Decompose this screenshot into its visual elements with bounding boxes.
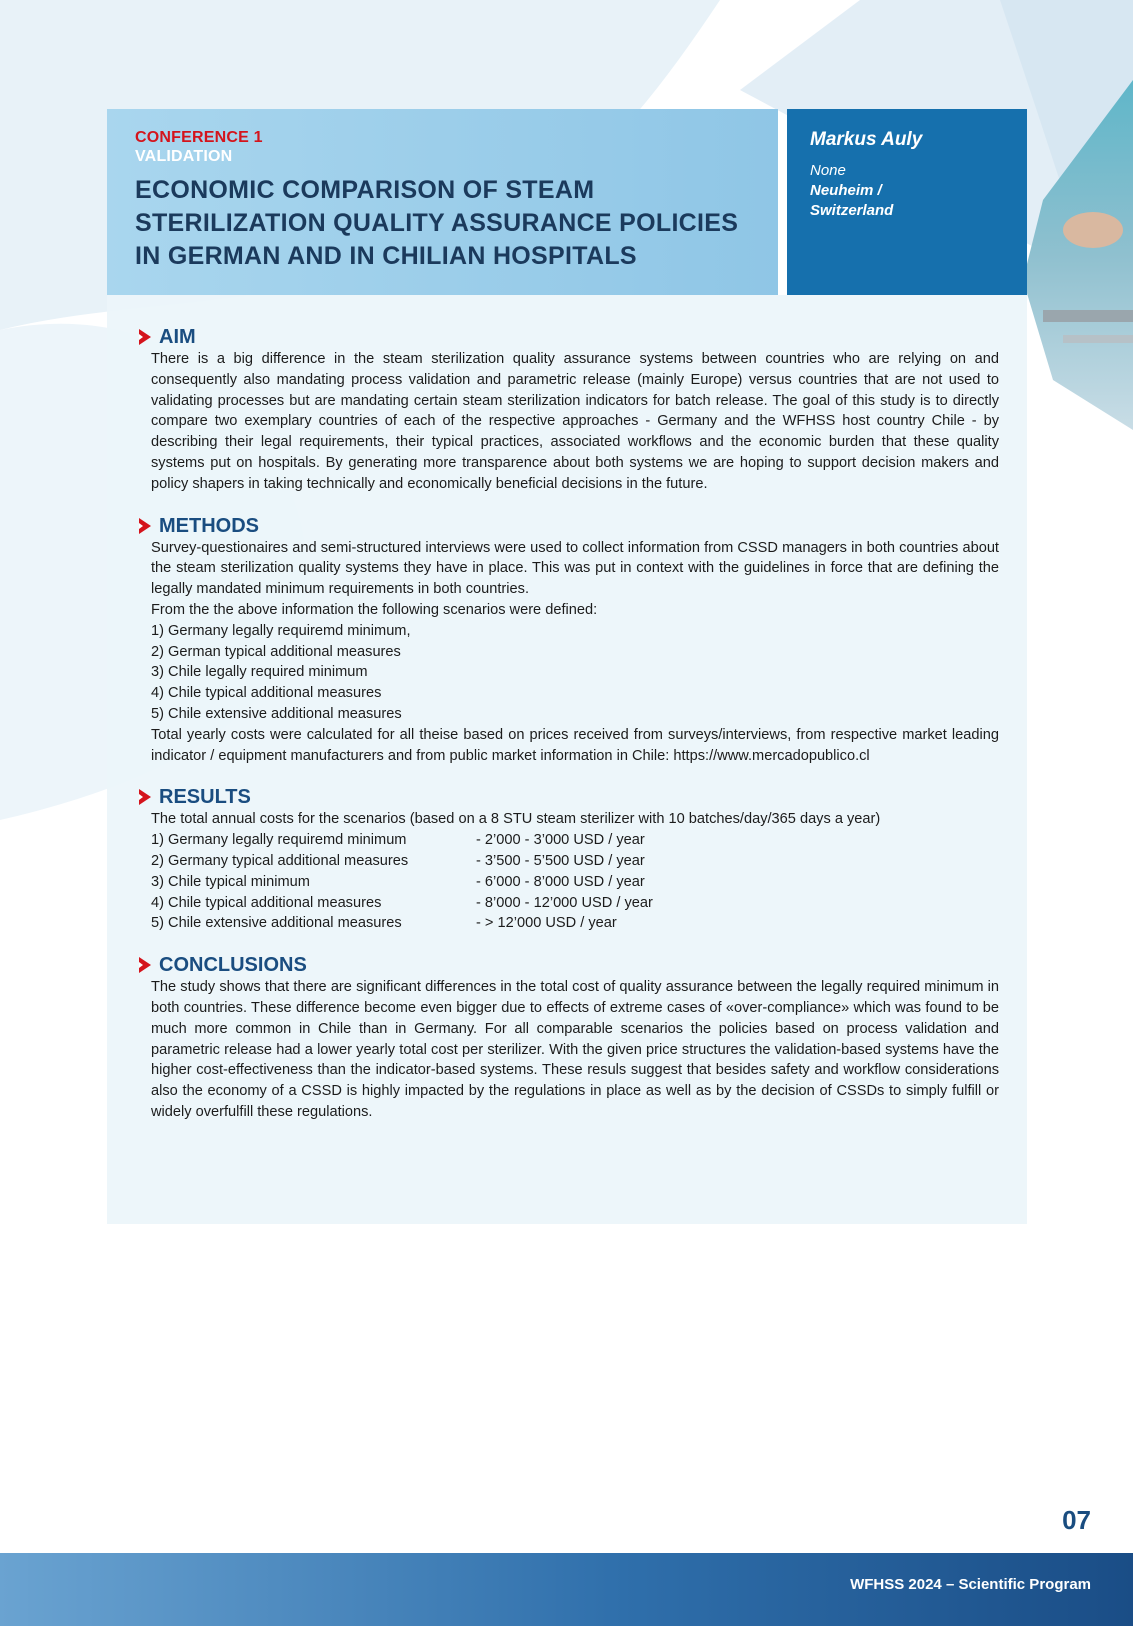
table-row: [151, 913, 999, 934]
table-row: [151, 851, 999, 872]
aim-heading-text: AIM: [159, 326, 196, 348]
list-item: 3) Chile legally required minimum: [151, 664, 368, 681]
list-item: 2) German typical additional measures: [151, 643, 401, 660]
topic-label: VALIDATION: [135, 148, 233, 165]
results-section: [151, 785, 999, 934]
table-row: [151, 893, 999, 914]
methods-closing: Total yearly costs were calculated for all theise based on prices received from surveys/interviews, from respective market leading indicator / equipment manufacturers and from public market information in Chile: https://www.mercadopublico.cl: [151, 726, 999, 764]
result-value: - 6’000 - 8’000 USD / year: [476, 873, 645, 890]
results-heading: [159, 785, 999, 809]
footer-bar: [0, 1553, 1133, 1626]
author-location-line2: Switzerland: [810, 202, 894, 219]
page-number: 07: [1062, 1505, 1091, 1535]
result-label: 4) Chile typical additional measures: [151, 894, 382, 911]
table-row: [151, 872, 999, 893]
conclusions-heading: [159, 953, 999, 977]
aim-section: [151, 325, 999, 495]
footer-text: WFHSS 2024 – Scientific Program: [850, 1576, 1091, 1593]
result-label: 2) Germany typical additional measures: [151, 852, 409, 869]
list-item: 5) Chile extensive additional measures: [151, 705, 402, 722]
abstract-content: [107, 295, 1027, 1224]
conclusions-text: The study shows that there are significant differences in the total cost of quality assurance between the legally required minimum in both countries. These difference become even bigger due to effects of extreme cases of «over-compliance» which was found to be much more common in Chile than in Germany. For all comparable scenarios the policies based on process validation and parametric release had a lower yearly total cost per sterilizer. With the given price structures the validation-based systems have the higher cost-effectiveness than the indicator-based systems. These resuls suggest that besides safety and workflow considerations also the economy of a CSSD is highly impacted by the regulations in place as well as by the decision of CSSDs to simply fulfill or widely overfulfill these regulations.: [151, 979, 999, 1120]
methods-text: Survey-questionaires and semi-structured interviews were used to collect information from CSSD managers in both countries about the steam sterilization quality systems they have in place. This was put in context with the guidelines in force that are defining the legally mandated minimum requirements in both countries.: [151, 539, 999, 598]
arrow-bullet-icon: [139, 957, 151, 973]
table-row: [151, 830, 999, 851]
result-value: - > 12’000 USD / year: [476, 915, 617, 932]
aim-text: There is a big difference in the steam sterilization quality assurance systems between countries who are relying on and consequently also mandating process validation and parametric release (mainly Europe) versus countries that are not used to validating processes but are mandating certain steam sterilization indicators for batch release. The goal of this study is to directly compare two exemplary countries of each of the respective approaches - Germany and the WFHSS host country Chile - by describing their legal requirements, their typical practices, associated workflows and the economic burden that these quality systems put on hospitals. By generating more transparence about both systems we are hoping to support decision makers and policy shapers in taking technically and economically beneficial decisions in the future.: [151, 351, 999, 492]
conference-label: CONFERENCE 1: [135, 129, 263, 146]
methods-heading: [159, 514, 999, 538]
title-panel: [107, 109, 778, 295]
author-panel: [787, 109, 1027, 295]
result-label: 3) Chile typical minimum: [151, 873, 310, 890]
result-value: - 3’500 - 5’500 USD / year: [476, 852, 645, 869]
arrow-bullet-icon: [139, 518, 151, 534]
methods-section: [151, 514, 999, 767]
arrow-bullet-icon: [139, 329, 151, 345]
author-location-line1: Neuheim /: [810, 182, 882, 199]
result-label: 1) Germany legally requiremd minimum: [151, 832, 407, 849]
page-title: ECONOMIC COMPARISON OF STEAM STERILIZATION QUALITY ASSURANCE POLICIES IN GERMAN AND IN CHILIAN HOSPITALS: [135, 176, 739, 270]
list-item: 1) Germany legally requiremd minimum,: [151, 622, 411, 639]
results-intro: The total annual costs for the scenarios (based on a 8 STU steam sterilizer with 10 batches/day/365 days a year): [151, 811, 881, 828]
methods-intro: From the the above information the following scenarios were defined:: [151, 601, 598, 618]
author-affiliation: None: [810, 162, 846, 179]
aim-heading: [159, 325, 999, 349]
arrow-bullet-icon: [139, 789, 151, 805]
result-value: - 2’000 - 3’000 USD / year: [476, 832, 645, 849]
conclusions-heading-text: CONCLUSIONS: [159, 954, 307, 977]
result-value: - 8’000 - 12’000 USD / year: [476, 894, 653, 911]
result-label: 5) Chile extensive additional measures: [151, 915, 402, 932]
sterilization-photo: [1023, 80, 1133, 430]
author-name: Markus Auly: [810, 129, 923, 150]
results-heading-text: RESULTS: [159, 786, 251, 809]
list-item: 4) Chile typical additional measures: [151, 685, 382, 702]
conclusions-section: [151, 953, 999, 1123]
methods-heading-text: METHODS: [159, 514, 259, 537]
